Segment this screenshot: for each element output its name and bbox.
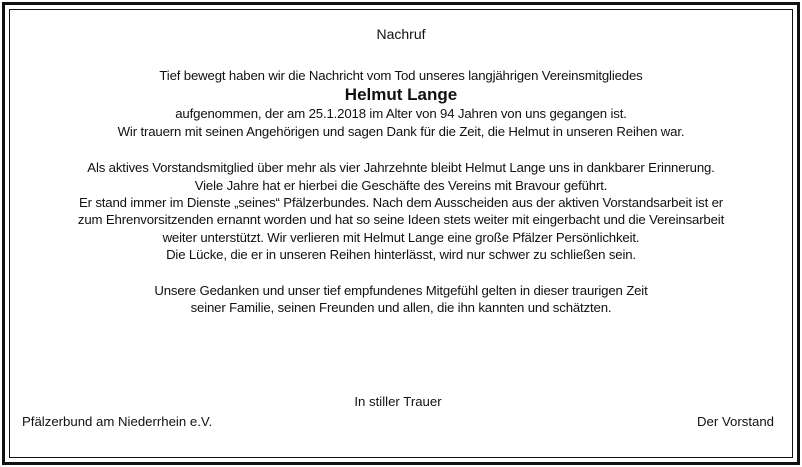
- paragraph2-line: zum Ehrenvorsitzenden ernannt worden und hat so seine Ideen stets weiter mit eingerbacht und die Vereinsarbeit: [77, 212, 725, 228]
- paragraph3-line: Unsere Gedanken und unser tief empfundenes Mitgefühl gelten in dieser traurigen Zeit: [154, 282, 648, 298]
- paragraph1-line: aufgenommen, der am 25.1.2018 im Alter von 94 Jahren von uns gegangen ist.: [175, 106, 627, 122]
- notice-heading: Nachruf: [376, 26, 426, 42]
- closing-text: In stiller Trauer: [354, 394, 442, 409]
- signature-board: Der Vorstand: [697, 414, 774, 429]
- paragraph3-line: seiner Familie, seinen Freunden und allen, die ihn kannten und schätzten.: [190, 300, 612, 316]
- deceased-name: Helmut Lange: [344, 85, 458, 105]
- notice-footer: [22, 393, 774, 431]
- intro-line: Tief bewegt haben wir die Nachricht vom Tod unseres langjährigen Vereinsmitgliedes: [159, 68, 643, 83]
- paragraph2-line: Als aktives Vorstandsmitglied über mehr als vier Jahrzehnte bleibt Helmut Lange uns in dankbarer Erinnerung.: [87, 160, 715, 176]
- obituary-notice: [14, 20, 788, 440]
- paragraph2-line: Viele Jahre hat er hierbei die Geschäfte des Vereins mit Bravour geführt.: [194, 177, 608, 193]
- signature-organization: Pfälzerbund am Niederrhein e.V.: [22, 414, 213, 429]
- paragraph2-line: Er stand immer im Dienste „seines“ Pfälzerbundes. Nach dem Ausscheiden aus der aktiven Vorstandsarbeit ist er: [78, 195, 724, 211]
- paragraph2-line: Die Lücke, die er in unseren Reihen hinterlässt, wird nur schwer zu schließen sein.: [166, 247, 636, 263]
- paragraph2-line: weiter unterstützt. Wir verlieren mit Helmut Lange eine große Pfälzer Persönlichkeit.: [162, 229, 640, 245]
- paragraph1-line: Wir trauern mit seinen Angehörigen und sagen Dank für die Zeit, die Helmut in unseren Reihen war.: [117, 123, 685, 139]
